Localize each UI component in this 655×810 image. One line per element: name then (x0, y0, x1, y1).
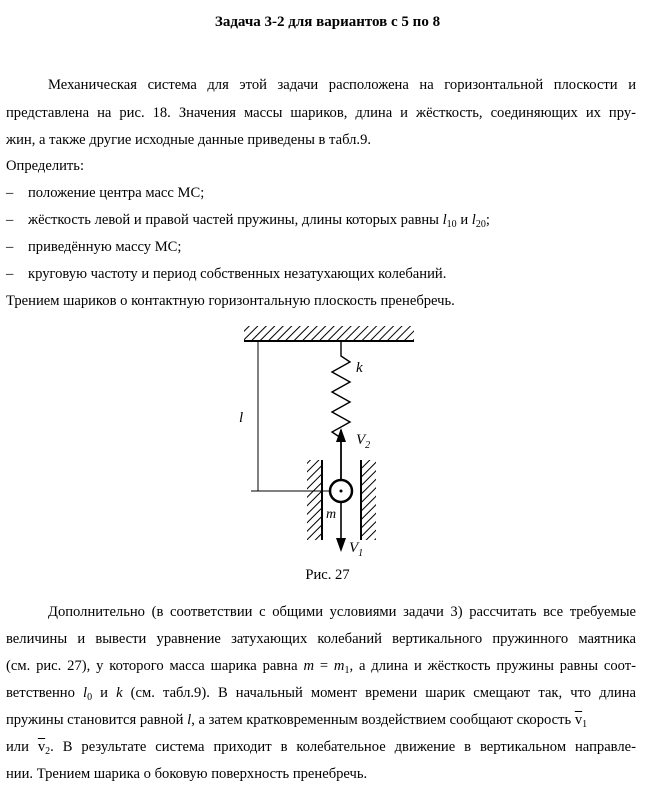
list-dash: – (6, 239, 14, 255)
vector-v2: $\overline{v}$ (37, 739, 46, 755)
paragraph-2-line-5 (6, 711, 636, 729)
text: . В результате система приходит в колебательное движение в вертикальном направле- (50, 739, 636, 755)
list-item-text: круговую частоту и период собственных незатухающих колебаний. (28, 266, 447, 282)
subscript: 2 (45, 746, 51, 757)
paragraph-2-line-3 (6, 657, 636, 675)
text: и (92, 685, 117, 701)
symbol-l: l (471, 212, 476, 228)
symbol-k: k (116, 685, 123, 701)
vector-v1: $\overline{v}$ (574, 712, 583, 728)
v2-letter: V (356, 432, 366, 448)
paragraph-2-line-7: нии. Трением шарика о боковую поверхность пренебречь. (6, 766, 368, 782)
paragraph-2-line-1: Дополнительно (в соответствии с общими условиями задачи 3) рассчитать все требуемые (48, 604, 636, 620)
friction-note: Трением шариков о контактную горизонтальную плоскость пренебречь. (6, 293, 455, 309)
determine-heading: Определить: (6, 158, 85, 174)
list-dash: – (6, 212, 14, 228)
paragraph-1-line-3: жин, а также другие исходные данные приведены в табл.9. (6, 132, 372, 148)
paragraph-2-line-2: величины и вывести уравнение затухающих колебаний вертикального пружинного маятника (6, 631, 636, 647)
symbol-l: l (187, 712, 192, 728)
symbol-l: l (83, 685, 88, 701)
v1-sub: 1 (358, 548, 364, 559)
list-item-center-of-mass (6, 184, 636, 202)
text: (см. табл.9). В начальный момент времени шарик смещают так, что длина (122, 685, 636, 701)
v1-letter: V (349, 540, 359, 556)
subscript: 20 (475, 219, 486, 230)
length-label-l: l (239, 410, 244, 426)
symbol-m: m (303, 658, 314, 674)
spring-label-k: k (356, 360, 363, 376)
symbol-m: m (333, 658, 345, 674)
subscript: 1 (582, 719, 588, 730)
paragraph-2-line-6 (6, 738, 636, 756)
list-item-text: приведённую массу МС; (28, 239, 182, 255)
list-dash: – (6, 185, 14, 201)
list-dash: – (6, 266, 14, 282)
paragraph-1-line-2: представлена на рис. 18. Значения массы шариков, длина и жёсткость, соединяющих их пру- (6, 105, 636, 121)
text: ветственно (6, 685, 83, 701)
symbol-l: l (442, 212, 447, 228)
figure-caption: Рис. 27 (305, 567, 350, 583)
text: , а затем кратковременным воздействием сообщают скорость (191, 712, 575, 728)
list-item-text: положение центра масс МС; (28, 185, 205, 201)
list-item-stiffness (6, 211, 636, 229)
velocity-v1-arrowhead (336, 538, 346, 552)
ceiling-hatch (244, 326, 414, 340)
paragraph-1-line-1: Механическая система для этой задачи расположена на горизонтальной плоскости и (48, 77, 636, 93)
text: = (313, 658, 334, 674)
list-item-and: и (456, 212, 472, 228)
subscript: 0 (87, 692, 93, 703)
list-item-frequency (6, 265, 636, 283)
text: или (6, 739, 38, 755)
list-item-reduced-mass (6, 238, 636, 256)
velocity-v2-label (356, 432, 370, 451)
list-item-text: жёсткость левой и правой частей пружины, длины которых равны (28, 212, 443, 228)
ball-center (340, 490, 343, 493)
text: (см. рис. 27), у которого масса шарика равна (6, 658, 304, 674)
mass-label-m: m (326, 507, 337, 522)
text: пружины становится равной (6, 712, 188, 728)
paragraph-2-line-4 (6, 684, 636, 702)
velocity-v1-label (349, 540, 363, 559)
right-wall (361, 460, 376, 540)
pendulum-figure (0, 320, 655, 570)
list-item-end: ; (485, 212, 490, 228)
text: , а длина и жёсткость пружины равны соот- (349, 658, 637, 674)
v2-sub: 2 (365, 440, 371, 451)
task-title: Задача 3-2 для вариантов с 5 по 8 (214, 14, 441, 30)
left-wall (307, 460, 322, 540)
subscript: 10 (446, 219, 457, 230)
subscript: 1 (344, 665, 350, 676)
